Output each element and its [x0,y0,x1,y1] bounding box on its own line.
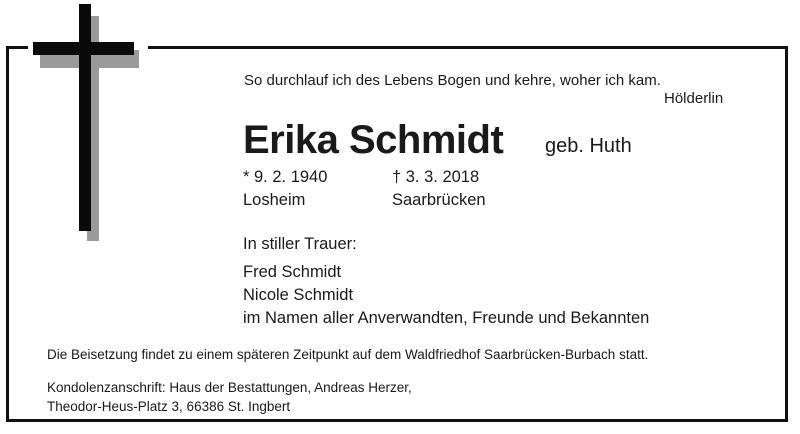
death-date: † 3. 3. 2018 [392,168,480,186]
deceased-name: Erika Schmidt [243,118,504,162]
death-place: Saarbrücken [392,191,486,209]
birth-place: Losheim [243,191,306,209]
mourner-name: Fred Schmidt [243,263,342,281]
funeral-note: Die Beisetzung findet zu einem späteren Zeitpunkt auf dem Waldfriedhof Saarbrücken-Burbach statt. [47,347,649,362]
mourner-name: Nicole Schmidt [243,286,354,304]
quote-author: Hölderlin [664,90,724,107]
memorial-quote: So durchlauf ich des Lebens Bogen und kehre, woher ich kam. [244,72,661,89]
condolence-address: Theodor-Heus-Platz 3, 66386 St. Ingbert [47,399,291,414]
cross-beam-vertical [79,4,91,231]
mourner-name: im Namen aller Anverwandten, Freunde und Bekannten [243,309,650,327]
condolence-address: Kondolenzanschrift: Haus der Bestattungen, Andreas Herzer, [47,380,412,395]
mourning-heading: In stiller Trauer: [243,235,357,253]
cross-beam-horizontal [33,42,134,55]
maiden-name: geb. Huth [545,135,632,157]
birth-date: * 9. 2. 1940 [243,168,328,186]
